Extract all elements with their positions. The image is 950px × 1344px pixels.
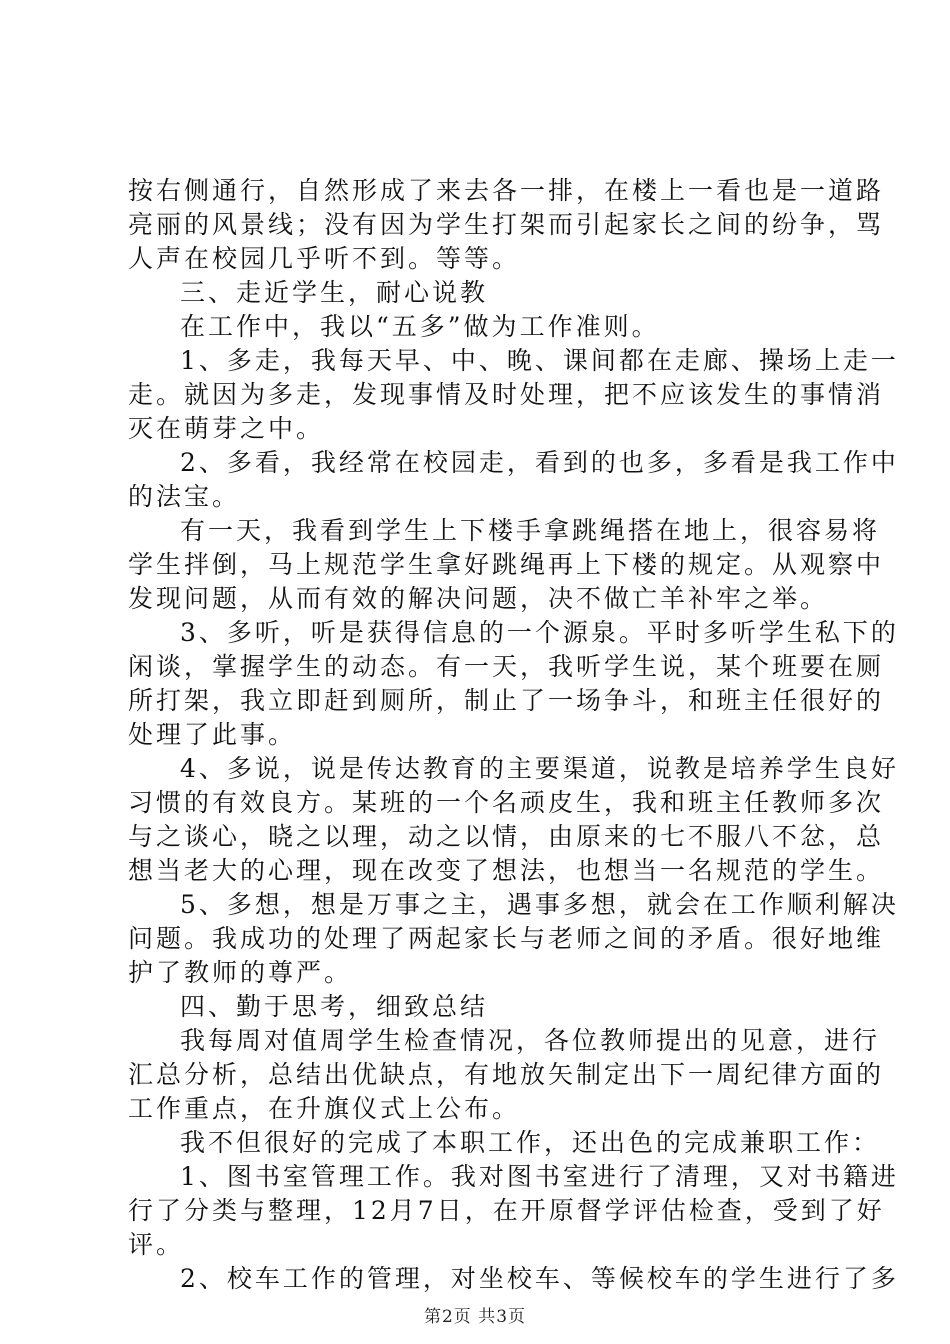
text-line: 想当老大的心理，现在改变了想法，也想当一名规范的学生。 xyxy=(128,856,885,885)
text-line: 在工作中，我以“五多”做为工作准则。 xyxy=(180,312,660,341)
text-line: 护了教师的尊严。 xyxy=(128,958,353,987)
text-line: 人声在校园几乎听不到。等等。 xyxy=(128,244,521,273)
text-line: 行了分类与整理，12月7日，在开原督学评估检查，受到了好 xyxy=(128,1196,885,1225)
text-line: 我每周对值周学生检查情况，各位教师提出的见意，进行 xyxy=(180,1026,881,1055)
text-line: 有一天，我看到学生上下楼手拿跳绳搭在地上，很容易将 xyxy=(180,516,881,545)
text-line: 1、多走，我每天早、中、晚、课间都在走廊、操场上走一 xyxy=(180,346,899,375)
text-line: 2、多看，我经常在校园走，看到的也多，多看是我工作中 xyxy=(180,448,899,477)
text-line: 问题。我成功的处理了两起家长与老师之间的矛盾。很好地维 xyxy=(128,924,885,953)
text-line: 走。就因为多走，发现事情及时处理，把不应该发生的事情消 xyxy=(128,380,885,409)
text-line: 与之谈心，晓之以理，动之以情，由原来的七不服八不忿，总 xyxy=(128,822,885,851)
text-line: 1、图书室管理工作。我对图书室进行了清理，又对书籍进 xyxy=(180,1162,899,1191)
text-line: 亮丽的风景线；没有因为学生打架而引起家长之间的纷争，骂 xyxy=(128,210,885,239)
text-line: 学生拌倒，马上规范学生拿好跳绳再上下楼的规定。从观察中 xyxy=(128,550,885,579)
text-line: 按右侧通行，自然形成了来去各一排，在楼上一看也是一道路 xyxy=(128,176,885,205)
text-line: 习惯的有效良方。某班的一个名顽皮生，我和班主任教师多次 xyxy=(128,788,885,817)
text-line: 2、校车工作的管理，对坐校车、等候校车的学生进行了多 xyxy=(180,1264,899,1293)
text-line: 5、多想，想是万事之主，遇事多想，就会在工作顺利解决 xyxy=(180,890,899,919)
text-line: 的法宝。 xyxy=(128,482,241,511)
text-line: 我不但很好的完成了本职工作，还出色的完成兼职工作： xyxy=(180,1128,881,1157)
text-line: 4、多说，说是传达教育的主要渠道，说教是培养学生良好 xyxy=(180,754,899,783)
text-line: 处理了此事。 xyxy=(128,720,297,749)
text-line: 发现问题，从而有效的解决问题，决不做亡羊补牢之举。 xyxy=(128,584,829,613)
text-line: 汇总分析，总结出优缺点，有地放矢制定出下一周纪律方面的 xyxy=(128,1060,885,1089)
text-line: 灭在萌芽之中。 xyxy=(128,414,325,443)
section-heading: 三、走近学生，耐心说教 xyxy=(180,278,489,307)
text-line: 所打架，我立即赶到厕所，制止了一场争斗，和班主任很好的 xyxy=(128,686,885,715)
text-line: 工作重点，在升旗仪式上公布。 xyxy=(128,1094,521,1123)
text-line: 闲谈，掌握学生的动态。有一天，我听学生说，某个班要在厕 xyxy=(128,652,885,681)
section-heading: 四、勤于思考，细致总结 xyxy=(180,992,489,1021)
page-footer: 第2页 共3页 xyxy=(423,1307,527,1327)
text-line: 3、多听，听是获得信息的一个源泉。平时多听学生私下的 xyxy=(180,618,899,647)
text-line: 评。 xyxy=(128,1230,185,1259)
